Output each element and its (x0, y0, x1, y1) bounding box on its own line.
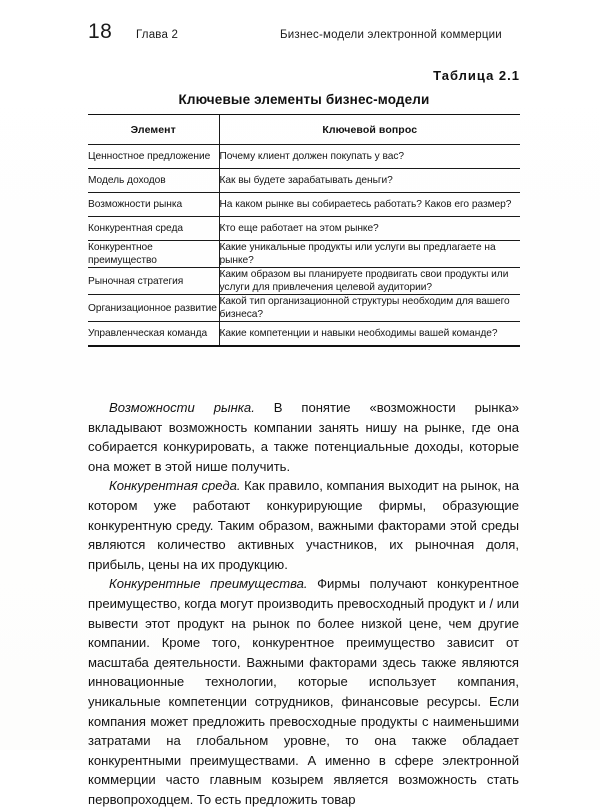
table-header-row (88, 115, 520, 145)
paragraph-market-opportunity (88, 398, 519, 476)
paragraph-lead-in: Конкурентные преимущества. (109, 576, 308, 592)
page-number: 18 (88, 20, 113, 43)
paragraph-competitive-environment (88, 476, 519, 574)
paragraph-text: Как правило, компания выходит на рынок, на котором уже работают конкурирующие фирмы, образующие конкурентную среду. Таким образом, важными факторами этой среды являются количество активных участников, их рыночная доля, прибыль, цены на их продукцию. (88, 478, 519, 572)
running-head (88, 20, 540, 46)
paragraph-competitive-advantages (88, 574, 519, 809)
cell-question: Почему клиент должен покупать у вас? (219, 145, 520, 169)
table-number: Таблица 2.1 (433, 68, 520, 83)
cell-question: На каком рынке вы собираетесь работать? Каков его размер? (219, 193, 520, 217)
table-row (88, 217, 520, 241)
cell-element: Возможности рынка (88, 193, 219, 217)
cell-element: Управленческая команда (88, 322, 219, 347)
cell-question: Кто еще работает на этом рынке? (219, 217, 520, 241)
table-caption: Ключевые элементы бизнес-модели (178, 92, 430, 107)
paragraph-text: Фирмы получают конкурентное преимущество, когда могут производить превосходный продукт и / или вывести этот продукт на рынок по более низкой цене, чем другие компании. Кроме того, конкурентное преимущество зависит от масштаба деятельности. Важными факторами здесь также являются инновационные технологии, которые использует компания, уникальные компетенции сотрудников, финансовые ресурсы. Если компания может предложить превосходные продукты с наименьшими затратами на глобальном уровне, то она также обладает конкурентными преимуществами. А именно в сфере электронной коммерции часто главным козырем является возможность стать первопроходцем. То есть предложить товар (88, 576, 519, 807)
table-header (88, 115, 520, 145)
table-row (88, 241, 520, 268)
table-row (88, 322, 520, 347)
cell-element: Рыночная стратегия (88, 268, 219, 295)
cell-question: Какие компетенции и навыки необходимы вашей команде? (219, 322, 520, 347)
cell-element: Организационное развитие (88, 295, 219, 322)
paragraph-lead-in: Конкурентная среда. (109, 478, 241, 494)
table-row (88, 145, 520, 169)
cell-element: Конкурентная среда (88, 217, 219, 241)
chapter-label: Глава 2 (136, 29, 179, 41)
cell-element: Ценностное предложение (88, 145, 219, 169)
body-text (88, 398, 519, 809)
business-model-elements-table (88, 114, 520, 347)
table-row (88, 295, 520, 322)
cell-element: Конкурентное преимущество (88, 241, 219, 268)
cell-question: Какие уникальные продукты или услуги вы предлагаете на рынке? (219, 241, 520, 268)
paragraph-text: В понятие «возможности рынка» вкладывают возможность компании занять нишу на рынке, где она собирается конкурировать, а также потенциальные доходы, которые она может в этой нише получить. (88, 400, 520, 474)
cell-question: Каким образом вы планируете продвигать свои продукты или услуги для привлечения целевой аудитории? (219, 268, 520, 295)
cell-question: Какой тип организационной структуры необходим для вашего бизнеса? (219, 295, 520, 322)
paragraph-lead-in: Возможности рынка. (109, 400, 255, 415)
table-row (88, 268, 520, 295)
running-title: Бизнес-модели электронной коммерции (280, 29, 502, 41)
table-row (88, 193, 520, 217)
cell-question: Как вы будете зарабатывать деньги? (219, 169, 520, 193)
column-header-question: Ключевой вопрос (219, 115, 520, 145)
cell-element: Модель доходов (88, 169, 219, 193)
table-row (88, 169, 520, 193)
table-body (88, 145, 520, 347)
column-header-element: Элемент (88, 115, 219, 145)
